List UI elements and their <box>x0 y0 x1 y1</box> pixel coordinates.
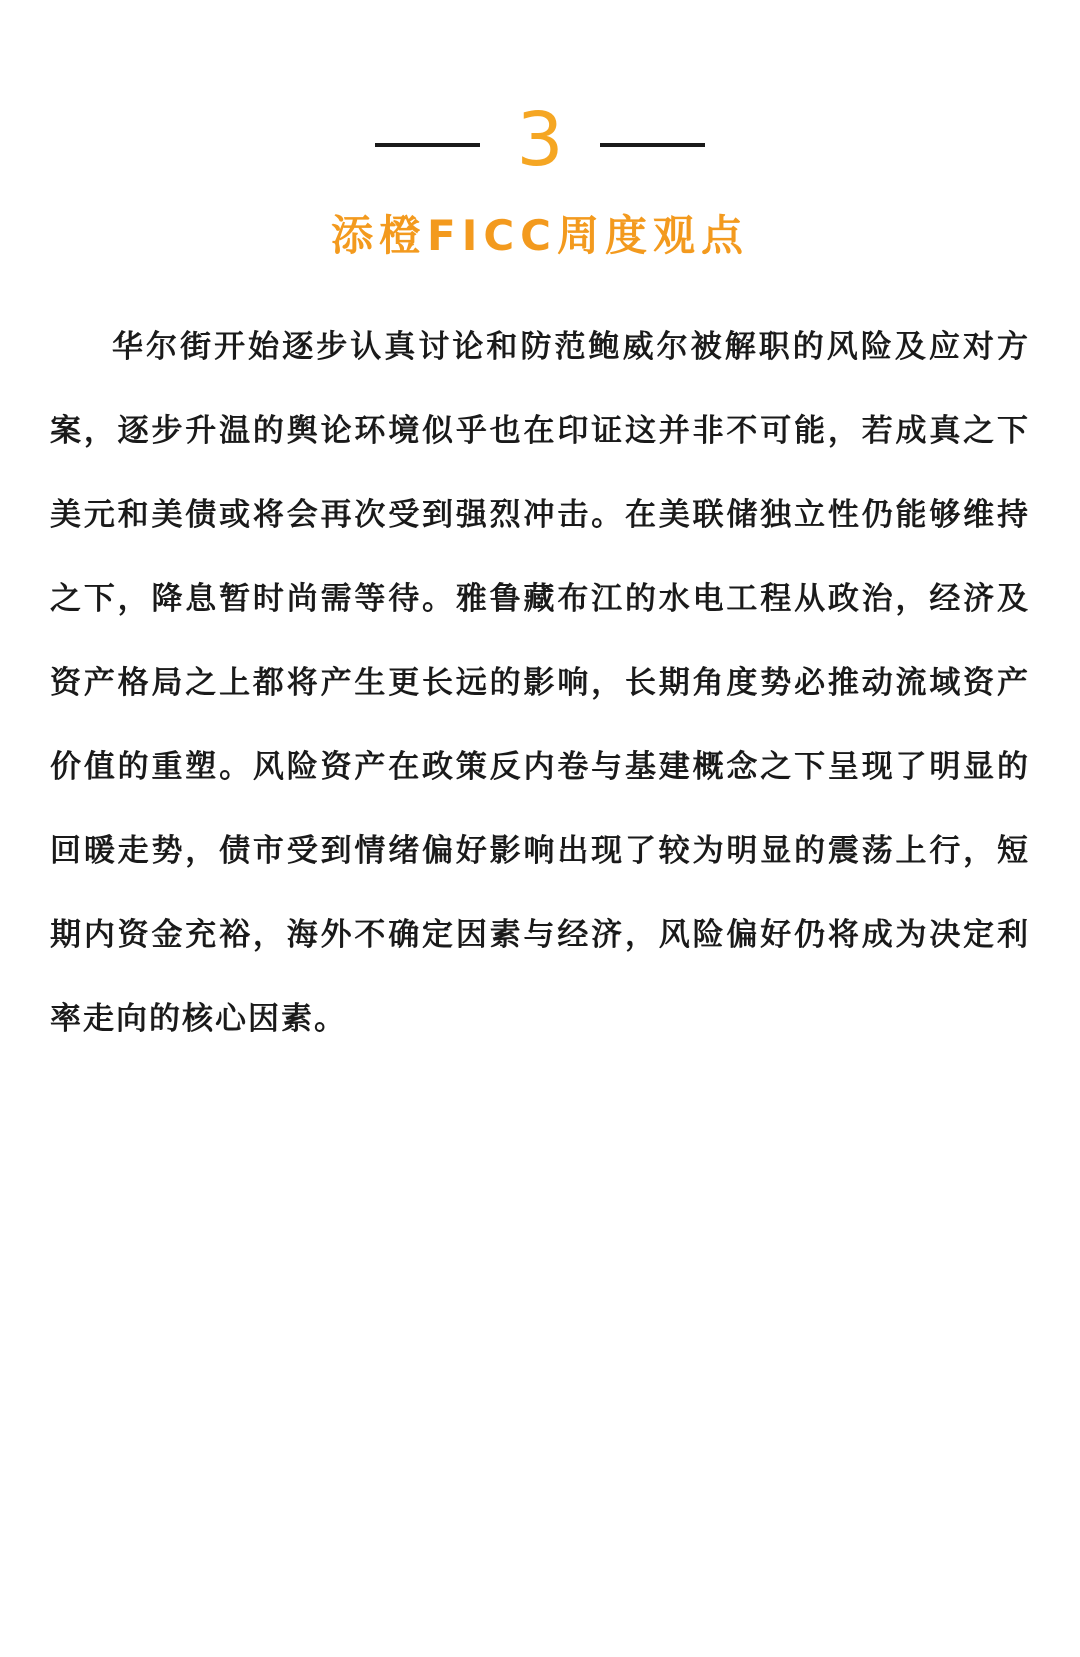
right-divider-line <box>600 143 705 147</box>
body-paragraph: 华尔街开始逐步认真讨论和防范鲍威尔被解职的风险及应对方案，逐步升温的舆论环境似乎也在印证这并非不可能，若成真之下美元和美债或将会再次受到强烈冲击。在美联储独立性仍能够维持之下，降息暂时尚需等待。雅鲁藏布江的水电工程从政治，经济及资产格局之上都将产生更长远的影响，长期角度势必推动流域资产价值的重塑。风险资产在政策反内卷与基建概念之下呈现了明显的回暖走势，债市受到情绪偏好影响出现了较为明显的震荡上行，短期内资金充裕，海外不确定因素与经济，风险偏好仍将成为决定利率走向的核心因素。 <box>50 329 1030 1037</box>
left-divider-line <box>375 143 480 147</box>
section-header <box>0 97 1080 183</box>
section-title: 添橙FICC周度观点 <box>331 211 749 260</box>
section-number: 3 <box>516 97 564 183</box>
